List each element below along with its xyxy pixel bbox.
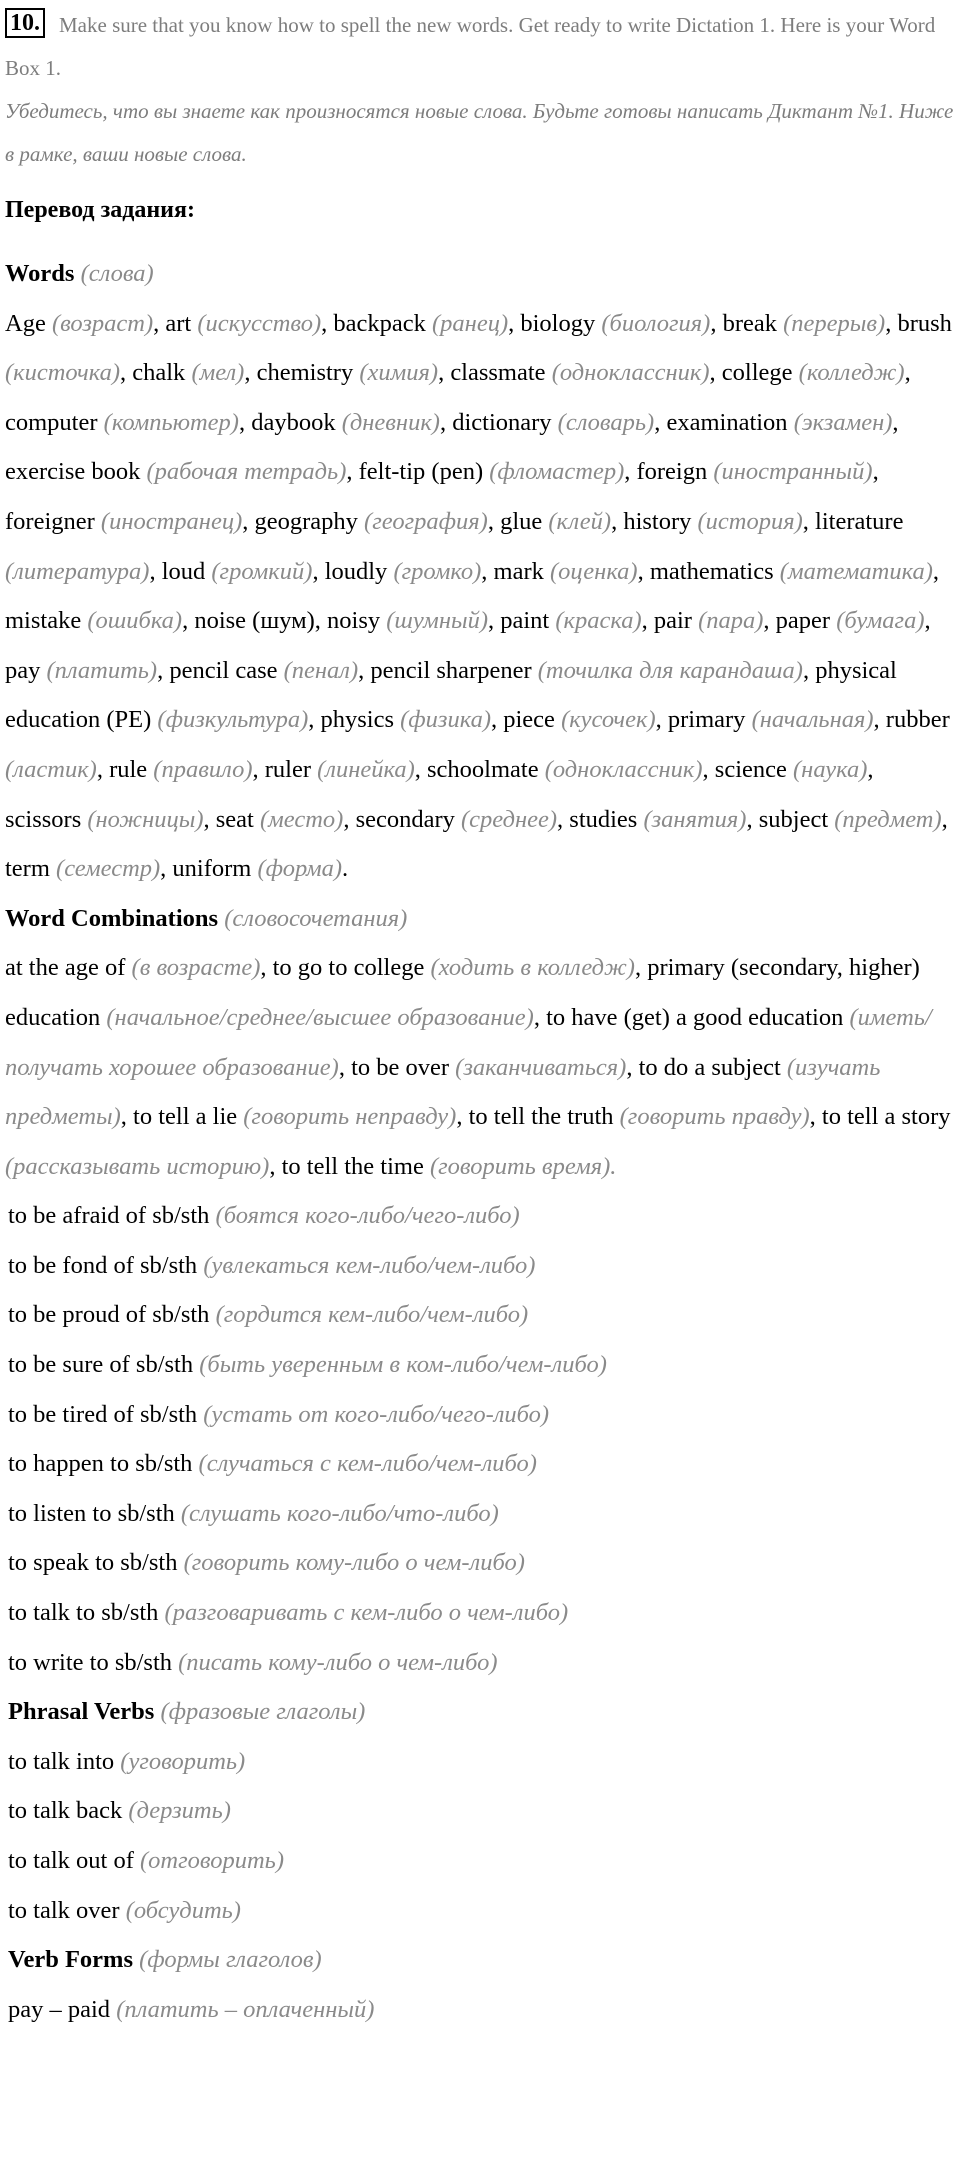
instruction-en: Make sure that you know how to spell the new words. Get ready to write Dictation 1. Here is your Word Box 1. [5, 13, 936, 80]
word-combination: to be over [351, 1053, 450, 1081]
word: subject [758, 805, 829, 833]
verb-forms-list [5, 1985, 953, 2035]
list-item [5, 1241, 953, 1291]
word: loudly [324, 557, 388, 585]
word-translation: (география) [364, 507, 488, 535]
word-combination: at the age of [5, 954, 126, 982]
word-combination-translation: (увлекаться кем-либо/чем-либо) [203, 1251, 536, 1279]
word: paper [775, 607, 831, 635]
word-combination: to speak to sb/sth [8, 1549, 178, 1577]
phrasal-verb-translation: (обсудить) [125, 1896, 241, 1924]
word-combination-translation: (говорить кому-либо о чем-либо) [183, 1549, 525, 1577]
word: noisy [327, 607, 381, 635]
word: classmate [450, 359, 546, 387]
words-section-title [5, 249, 953, 299]
word-translation: (громко) [393, 557, 482, 585]
list-item [5, 1836, 953, 1886]
word: noise (шум) [194, 607, 315, 635]
word-translation: (ластик) [5, 755, 97, 783]
word-translation: (колледж) [798, 359, 905, 387]
word: examination [666, 408, 788, 436]
word-translation: (дневник) [341, 408, 440, 436]
phrasal-verb: to talk back [8, 1797, 123, 1825]
word-translation: (кусочек) [561, 706, 656, 734]
word-translation: (наука) [793, 755, 868, 783]
word-translation: (математика) [779, 557, 933, 585]
word-combination-translation: (гордится кем-либо/чем-либо) [215, 1301, 529, 1329]
word: exercise book [5, 458, 141, 486]
phrasal-verbs-title-translation: (фразовые глаголы) [160, 1698, 366, 1726]
word-translation: (химия) [359, 359, 439, 387]
phrasal-verb-translation: (уговорить) [120, 1747, 246, 1775]
verb-forms-title: Verb Forms [8, 1946, 133, 1974]
word: foreign [636, 458, 708, 486]
word: computer [5, 408, 98, 436]
list-item [5, 1588, 953, 1638]
list-item [5, 1439, 953, 1489]
word: brush [897, 309, 952, 337]
task-number: 10. [5, 8, 45, 38]
word-combination-translation: (говорить неправду) [243, 1103, 457, 1131]
word-translation: (история) [697, 507, 803, 535]
phrasal-verbs-section-title [5, 1687, 953, 1737]
word: geography [254, 507, 358, 535]
word-combination: to be fond of sb/sth [8, 1251, 198, 1279]
phrasal-verb: to talk into [8, 1747, 115, 1775]
word: pencil sharpener [370, 656, 532, 684]
word: physical education (PE) [5, 656, 897, 734]
word-combination: primary (secondary, higher) education [5, 954, 920, 1031]
list-item [5, 1886, 953, 1936]
word: daybook [251, 408, 336, 436]
word-combination: to listen to sb/sth [8, 1499, 175, 1527]
word-translation: (ошибка) [87, 607, 183, 635]
word-translation: (краска) [555, 607, 642, 635]
word-combination-translation: (писать кому-либо о чем-либо) [178, 1648, 498, 1676]
word-translation: (иностранный) [713, 458, 873, 486]
word: chalk [132, 359, 186, 387]
word-combination-translation: (случаться с кем-либо/чем-либо) [198, 1450, 537, 1478]
word: foreigner [5, 507, 95, 535]
word-combination: to tell a lie [133, 1103, 238, 1131]
word-translation: (громкий) [211, 557, 313, 585]
phrasal-verb: to talk out of [8, 1847, 134, 1874]
word-combination: to write to sb/sth [8, 1648, 173, 1676]
word: ruler [264, 755, 311, 783]
list-item [5, 1290, 953, 1340]
word-translation: (возраст) [51, 309, 154, 337]
word: seat [215, 805, 254, 833]
verb-form-translation: (платить – оплаченный) [116, 1995, 375, 2023]
word-combinations-title: Word Combinations [5, 904, 219, 932]
word: pencil case [169, 656, 278, 684]
phrasal-verb-translation: (отговорить) [140, 1847, 284, 1874]
word: piece [503, 706, 555, 734]
list-item [5, 1340, 953, 1390]
list-item [5, 1191, 953, 1241]
list-item [5, 1786, 953, 1836]
word-translation: (занятия) [643, 805, 747, 833]
word-combination-translation: (в возрасте) [131, 954, 261, 982]
word: biology [520, 309, 596, 337]
list-item [5, 1538, 953, 1588]
word-combination: to be tired of sb/sth [8, 1400, 198, 1428]
word: uniform [172, 855, 252, 883]
list-item [5, 1737, 953, 1787]
word: backpack [333, 309, 426, 337]
word-combinations-list [5, 1191, 953, 1687]
instruction-ru: Убедитесь, что вы знаете как произносятся новые слова. Будьте готовы написать Диктант №1. Ниже в рамке, ваши новые слова. [5, 99, 954, 166]
word-translation: (линейка) [317, 755, 415, 783]
word-translation: (искусство) [197, 309, 322, 337]
word-combination-translation: (изучать предметы) [5, 1053, 881, 1131]
translation-heading: Перевод задания: [5, 197, 195, 223]
word-combination-translation: (устать от кого-либо/чего-либо) [203, 1400, 550, 1428]
verb-forms-section-title [5, 1935, 953, 1985]
word-combination: to have (get) a good education [546, 1003, 844, 1031]
word-combination-translation: (рассказывать историю) [5, 1152, 270, 1180]
word-translation: (мел) [191, 359, 245, 387]
word-combination: to be proud of sb/sth [8, 1301, 210, 1329]
word-translation: (точилка для карандаша) [537, 656, 803, 684]
word-translation: (экзамен) [793, 408, 893, 436]
word-translation: (начальная) [751, 706, 874, 734]
word-combination: to talk to sb/sth [8, 1599, 159, 1627]
word-translation: (место) [259, 805, 344, 833]
word: break [722, 309, 778, 337]
verb-forms-title-translation: (формы глаголов) [139, 1946, 322, 1974]
phrasal-verb: to talk over [8, 1896, 120, 1924]
word-combination-translation: (говорить правду) [619, 1103, 810, 1131]
list-item [5, 1638, 953, 1688]
word-translation: (физика) [400, 706, 491, 734]
word-combination-translation: (боятся кого-либо/чего-либо) [215, 1202, 520, 1230]
word-combination: to tell a story [821, 1103, 951, 1131]
word: loud [161, 557, 206, 585]
word-combination-translation: (иметь/получать хорошее образование) [5, 1003, 932, 1081]
word-translation: (бумага) [836, 607, 925, 635]
word: glue [500, 507, 543, 535]
word: Age [5, 309, 46, 337]
word-translation: (рабочая тетрадь) [146, 458, 347, 486]
list-item [5, 1489, 953, 1539]
word-combinations-inline: at the age of (в возрасте), to go to college (ходить в колледж), primary (secondary, higher) education (начальное/среднее/высшее образование), to have (get) a good education (иметь/получать хорошее образование), to be over (заканчиваться), to do a subject (изучать предметы), to tell a lie (говорить неправду), to tell the truth (говорить правду), to tell a story (рассказывать историю), to tell the time (говорить время). [5, 954, 951, 1180]
word: rule [109, 755, 148, 783]
word-combination: to do a subject [638, 1053, 781, 1081]
word: chemistry [256, 359, 354, 387]
word-translation: (биология) [601, 309, 711, 337]
word-translation: (литература) [5, 557, 150, 585]
word-translation: (словарь) [557, 408, 655, 436]
word: schoolmate [427, 755, 539, 783]
word-translation: (пара) [698, 607, 764, 635]
word-combination: to be afraid of sb/sth [8, 1202, 210, 1230]
word-translation: (фломастер) [489, 458, 625, 486]
word-translation: (платить) [46, 656, 158, 684]
word-translation: (одноклассник) [544, 755, 703, 783]
word-combination: to be sure of sb/sth [8, 1351, 194, 1379]
word-translation: (семестр) [56, 855, 161, 883]
word-combination-translation: (начальное/среднее/высшее образование) [106, 1003, 534, 1031]
verb-form: pay – paid [8, 1995, 111, 2023]
word: art [165, 309, 192, 337]
word-combination: to happen to sb/sth [8, 1450, 193, 1478]
phrasal-verb-translation: (дерзить) [128, 1797, 231, 1825]
word-combination: to tell the time [281, 1152, 424, 1180]
word-combination-translation: (ходить в колледж) [430, 954, 635, 982]
word: mathematics [649, 557, 774, 585]
word-translation: (правило) [153, 755, 253, 783]
word-translation: (ножницы) [87, 805, 204, 833]
word: pair [653, 607, 692, 635]
word-translation: (предмет) [834, 805, 942, 833]
phrasal-verbs-title: Phrasal Verbs [8, 1698, 155, 1726]
word-translation: (компьютер) [103, 408, 239, 436]
word: mistake [5, 607, 82, 635]
word-combination-translation: (слушать кого-либо/что-либо) [180, 1499, 499, 1527]
word-box [5, 249, 953, 2034]
word-translation: (шумный) [386, 607, 488, 635]
word-translation: (перерыв) [783, 309, 886, 337]
word-translation: (пенал) [283, 656, 359, 684]
phrasal-verbs-list [5, 1737, 953, 1935]
word: mark [493, 557, 544, 585]
word: primary [667, 706, 746, 734]
list-item [5, 1985, 953, 2035]
word-translation: (среднее) [461, 805, 558, 833]
word-translation: (физкультура) [157, 706, 309, 734]
word: term [5, 855, 50, 883]
word: studies [569, 805, 638, 833]
words-title: Words [5, 260, 75, 287]
word: paint [500, 607, 550, 635]
word-translation: (форма) [257, 855, 343, 883]
word-translation: (кисточка) [5, 359, 120, 387]
word-translation: (иностранец) [100, 507, 243, 535]
word: scissors [5, 805, 82, 833]
word-translation: (клей) [548, 507, 612, 535]
word: literature [815, 507, 904, 535]
word-combination-translation: (быть уверенным в ком-либо/чем-либо) [199, 1351, 607, 1379]
word: science [714, 755, 787, 783]
task-instruction [5, 4, 955, 176]
word-translation: (одноклассник) [551, 359, 710, 387]
word: rubber [885, 706, 950, 734]
word-combination-translation: (разговаривать с кем-либо о чем-либо) [164, 1599, 569, 1627]
list-item [5, 1390, 953, 1440]
words-title-translation: (слова) [80, 260, 154, 287]
word-combinations-title-translation: (словосочетания) [224, 904, 408, 932]
word: pay [5, 656, 41, 684]
word: felt-tip (pen) [358, 458, 484, 486]
word: history [623, 507, 692, 535]
word-combination: to tell the truth [468, 1103, 614, 1131]
word-combination-translation: (говорить время). [429, 1152, 617, 1180]
word-combination: to go to college [272, 954, 425, 982]
word: physics [320, 706, 394, 734]
word: college [721, 359, 793, 387]
word: secondary [355, 805, 455, 833]
word-translation: (ранец) [432, 309, 509, 337]
word-combination-translation: (заканчиваться) [455, 1053, 627, 1081]
word-combinations-section-title [5, 894, 953, 944]
word: dictionary [452, 408, 552, 436]
words-list: Age (возраст), art (искусство), backpack (ранец), biology (биология), break (перерыв), brush (кисточка), chalk (мел), chemistry (химия), classmate (одноклассник), college (колледж), computer (компьютер), daybook (дневник), dictionary (словарь), examination (экзамен), exercise book (рабочая тетрадь), felt-tip (pen) (фломастер), foreign (иностранный), foreigner (иностранец), geography (география), glue (клей), history (история), literature (литература), loud (громкий), loudly (громко), mark (оценка), mathematics (математика), mistake (ошибка), noise (шум), noisy (шумный), paint (краска), pair (пара), paper (бумага), pay (платить), pencil case (пенал), pencil sharpener (точилка для карандаша), physical education (PE) (физкультура), physics (физика), piece (кусочек), primary (начальная), rubber (ластик), rule (правило), ruler (линейка), schoolmate (одноклассник), science (наука), scissors (ножницы), seat (место), secondary (среднее), studies (занятия), subject (предмет), term (семестр), uniform (форма). [5, 309, 952, 883]
word-translation: (оценка) [550, 557, 638, 585]
